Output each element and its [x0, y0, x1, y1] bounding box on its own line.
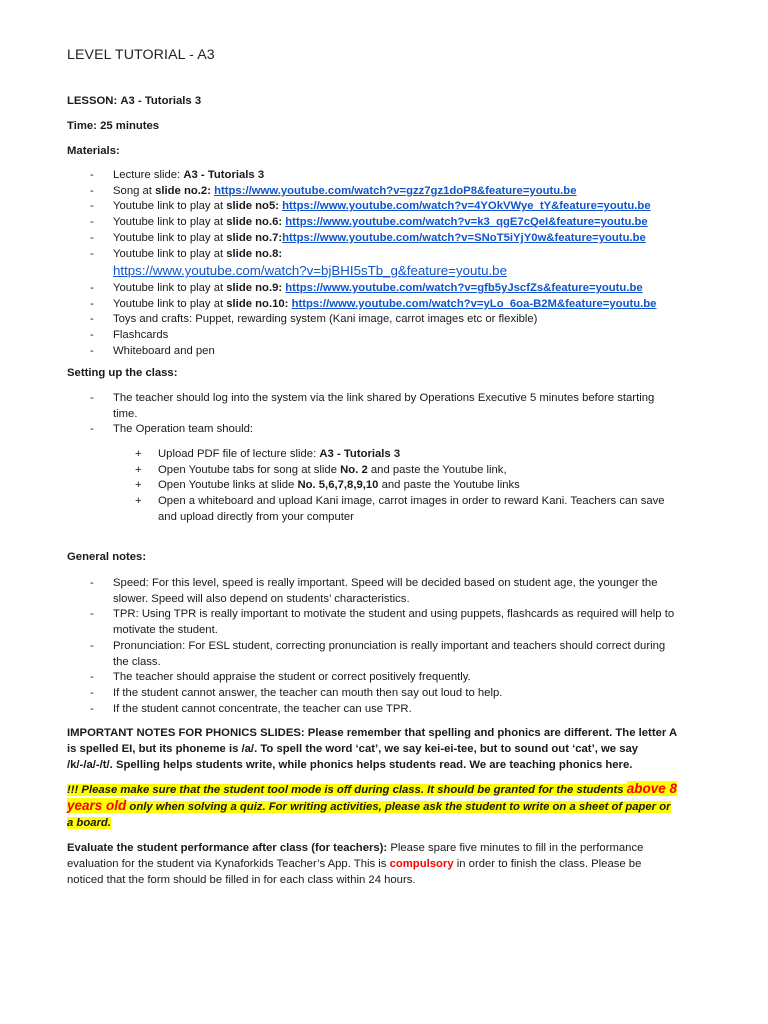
evaluation-heading: Evaluate the student performance after class (for teachers): [67, 842, 388, 854]
general-notes-list [90, 576, 678, 717]
item-text: Pronunciation: For ESL student, correcting pronunciation is really important and teachers should correct during the class. [113, 639, 666, 668]
item-bold: slide no.9: [226, 281, 283, 294]
materials-item [90, 215, 656, 231]
item-text: and paste the Youtube link, [367, 463, 507, 476]
time-value: 25 minutes [100, 120, 160, 132]
item-text: The teacher should appraise the student or correct positively frequently. [113, 671, 471, 684]
item-text: Upload PDF file of lecture slide: [158, 448, 320, 460]
operation-item [135, 463, 668, 479]
youtube-slide-6-link[interactable]: https://www.youtube.com/watch?v=k3_qgE7cQeI&feature=youtu.be [285, 216, 648, 229]
bullet-dash: - [90, 281, 94, 294]
item-text: Whiteboard and pen [113, 344, 215, 357]
item-text: Youtube link to play at [113, 231, 227, 244]
evaluation-text-end: in order to finish the class. Please be noticed that the form should be filled in for each class within 24 hours. [67, 858, 642, 886]
song-slide-2-link[interactable]: https://www.youtube.com/watch?v=gzz7gz1doP8&feature=youtu.be [214, 184, 577, 197]
materials-item [90, 281, 656, 297]
bullet-dash: - [90, 184, 94, 197]
materials-item [90, 184, 656, 200]
evaluation-text: Please spare five minutes to fill in the performance evaluation for the student via Kynaforkids Teacher’s App. This is [67, 842, 644, 870]
operation-item [135, 447, 668, 463]
item-bold: slide no.10: [226, 297, 289, 310]
materials-item [90, 344, 656, 360]
bullet-dash: - [90, 169, 94, 181]
operation-item [135, 478, 668, 494]
item-text: Youtube link to play at [113, 281, 227, 294]
bullet-dash: - [90, 329, 94, 342]
bullet-dash: - [90, 423, 94, 436]
note-item [90, 702, 678, 718]
note-item [90, 686, 678, 702]
bullet-plus: + [135, 463, 142, 476]
setup-item [90, 391, 663, 422]
item-bold: No. 5,6,7,8,9,10 [297, 479, 379, 492]
item-text: Youtube link to play at [113, 216, 227, 229]
bullet-plus: + [135, 479, 142, 492]
materials-heading: Materials: [67, 145, 120, 157]
bullet-dash: - [90, 577, 94, 589]
youtube-slide-9-link[interactable]: https://www.youtube.com/watch?v=gfb5yJscfZs&feature=youtu.be [285, 281, 643, 294]
setup-list [90, 391, 663, 438]
item-bold: A3 - Tutorials 3 [319, 448, 401, 460]
item-bold: slide no.8: [226, 247, 283, 260]
materials-item [90, 168, 656, 184]
item-bold: slide no.2: [155, 184, 211, 197]
time-label: Time: [67, 120, 97, 132]
warning-age: above 8 years old [67, 781, 677, 813]
bullet-dash: - [90, 313, 94, 326]
bullet-dash: - [90, 639, 94, 652]
materials-item [90, 328, 656, 344]
evaluation-note [67, 840, 677, 888]
setup-item [90, 422, 663, 438]
item-text: Youtube link to play at [113, 297, 227, 310]
materials-list [90, 168, 657, 359]
youtube-slide-7-link[interactable]: https://www.youtube.com/watch?v=SNoT5iYjY0w&feature=youtu.be [282, 231, 646, 244]
bullet-dash: - [90, 671, 94, 684]
operation-item [135, 494, 668, 525]
lesson-label: LESSON: [67, 95, 118, 107]
item-text: Flashcards [113, 329, 169, 342]
item-text: Lecture slide: [113, 169, 184, 181]
item-text: If the student cannot answer, the teacher can mouth then say out loud to help. [113, 686, 503, 699]
item-text: The teacher should log into the system via the link shared by Operations Executive 5 minutes before starting time. [113, 392, 655, 420]
bullet-dash: - [90, 702, 94, 715]
warning-text-end: only when solving a quiz. For writing activities, please ask the student to write on a sheet of paper or a board. [67, 801, 671, 829]
note-item [90, 670, 678, 686]
operation-sublist [135, 447, 668, 526]
materials-item [90, 231, 656, 247]
note-item [90, 607, 678, 638]
bullet-plus: + [135, 448, 142, 460]
bullet-dash: - [90, 297, 94, 310]
bullet-dash: - [90, 216, 94, 229]
bullet-plus: + [135, 495, 142, 508]
item-text: Open Youtube links at slide [158, 479, 298, 492]
bullet-dash: - [90, 392, 94, 404]
materials-item [90, 247, 656, 281]
item-text: Open Youtube tabs for song at slide [158, 463, 341, 476]
bullet-dash: - [90, 686, 94, 699]
item-text: Youtube link to play at [113, 247, 227, 260]
materials-item [90, 199, 656, 215]
item-bold: A3 - Tutorials 3 [183, 169, 265, 181]
general-notes-heading: General notes: [67, 551, 147, 563]
item-bold: slide no5: [226, 200, 279, 213]
time-line [67, 119, 159, 134]
lesson-line [67, 94, 201, 109]
compulsory-text: compulsory [389, 858, 454, 870]
setup-heading: Setting up the class: [67, 367, 178, 379]
bullet-dash: - [90, 608, 94, 621]
youtube-slide-8-link[interactable]: https://www.youtube.com/watch?v=bjBHI5sTb_g&feature=youtu.be [113, 263, 507, 279]
note-item [90, 639, 678, 670]
item-text: Speed: For this level, speed is really important. Speed will be decided based on student age, the younger the slower. Speed will also depend on students’ characteristics. [113, 577, 658, 605]
materials-item [90, 312, 656, 328]
item-text: TPR: Using TPR is really important to motivate the student and using puppets, flashcards as required will help to motivate the student. [113, 608, 675, 637]
item-text: Youtube link to play at [113, 200, 227, 213]
item-bold: No. 2 [340, 463, 368, 476]
item-text: Toys and crafts: Puppet, rewarding system (Kani image, carrot images etc or flexible) [113, 313, 538, 326]
item-text: The Operation team should: [113, 423, 254, 436]
warning-text: !!! Please make sure that the student tool mode is off during class. It should be granted for the students [67, 784, 627, 796]
youtube-slide-10-link[interactable]: https://www.youtube.com/watch?v=yLo_6oa-B2M&feature=youtu.be [291, 297, 657, 310]
item-bold: slide no.7: [226, 231, 283, 244]
item-text: and paste the Youtube links [378, 479, 520, 492]
item-text: Open a whiteboard and upload Kani image, carrot images in order to reward Kani. Teachers can save and upload directly from your computer [158, 495, 665, 523]
note-item [90, 576, 678, 607]
bullet-dash: - [90, 247, 94, 260]
document-title: LEVEL TUTORIAL - A3 [67, 47, 215, 63]
bullet-dash: - [90, 344, 94, 357]
materials-item [90, 297, 657, 313]
item-text: If the student cannot concentrate, the teacher can use TPR. [113, 702, 412, 715]
phonics-note: IMPORTANT NOTES FOR PHONICS SLIDES: Please remember that spelling and phonics are different. The letter A is spelled EI, but its phoneme is /a/. To spell the word ‘cat’, we say kei-ei-tee, but to sound out ‘cat’, we say /k/-/a/-/t/. Spelling helps students write, while phonics helps students read. We are teaching phonics here. [67, 727, 677, 771]
bullet-dash: - [90, 231, 94, 244]
item-text: Song at [113, 184, 156, 197]
lesson-value: A3 - Tutorials 3 [120, 95, 202, 107]
item-bold: slide no.6: [226, 216, 283, 229]
bullet-dash: - [90, 200, 94, 213]
student-tool-warning [67, 781, 677, 831]
youtube-slide-5-link[interactable]: https://www.youtube.com/watch?v=4YOkVWye_tY&feature=youtu.be [282, 200, 651, 213]
